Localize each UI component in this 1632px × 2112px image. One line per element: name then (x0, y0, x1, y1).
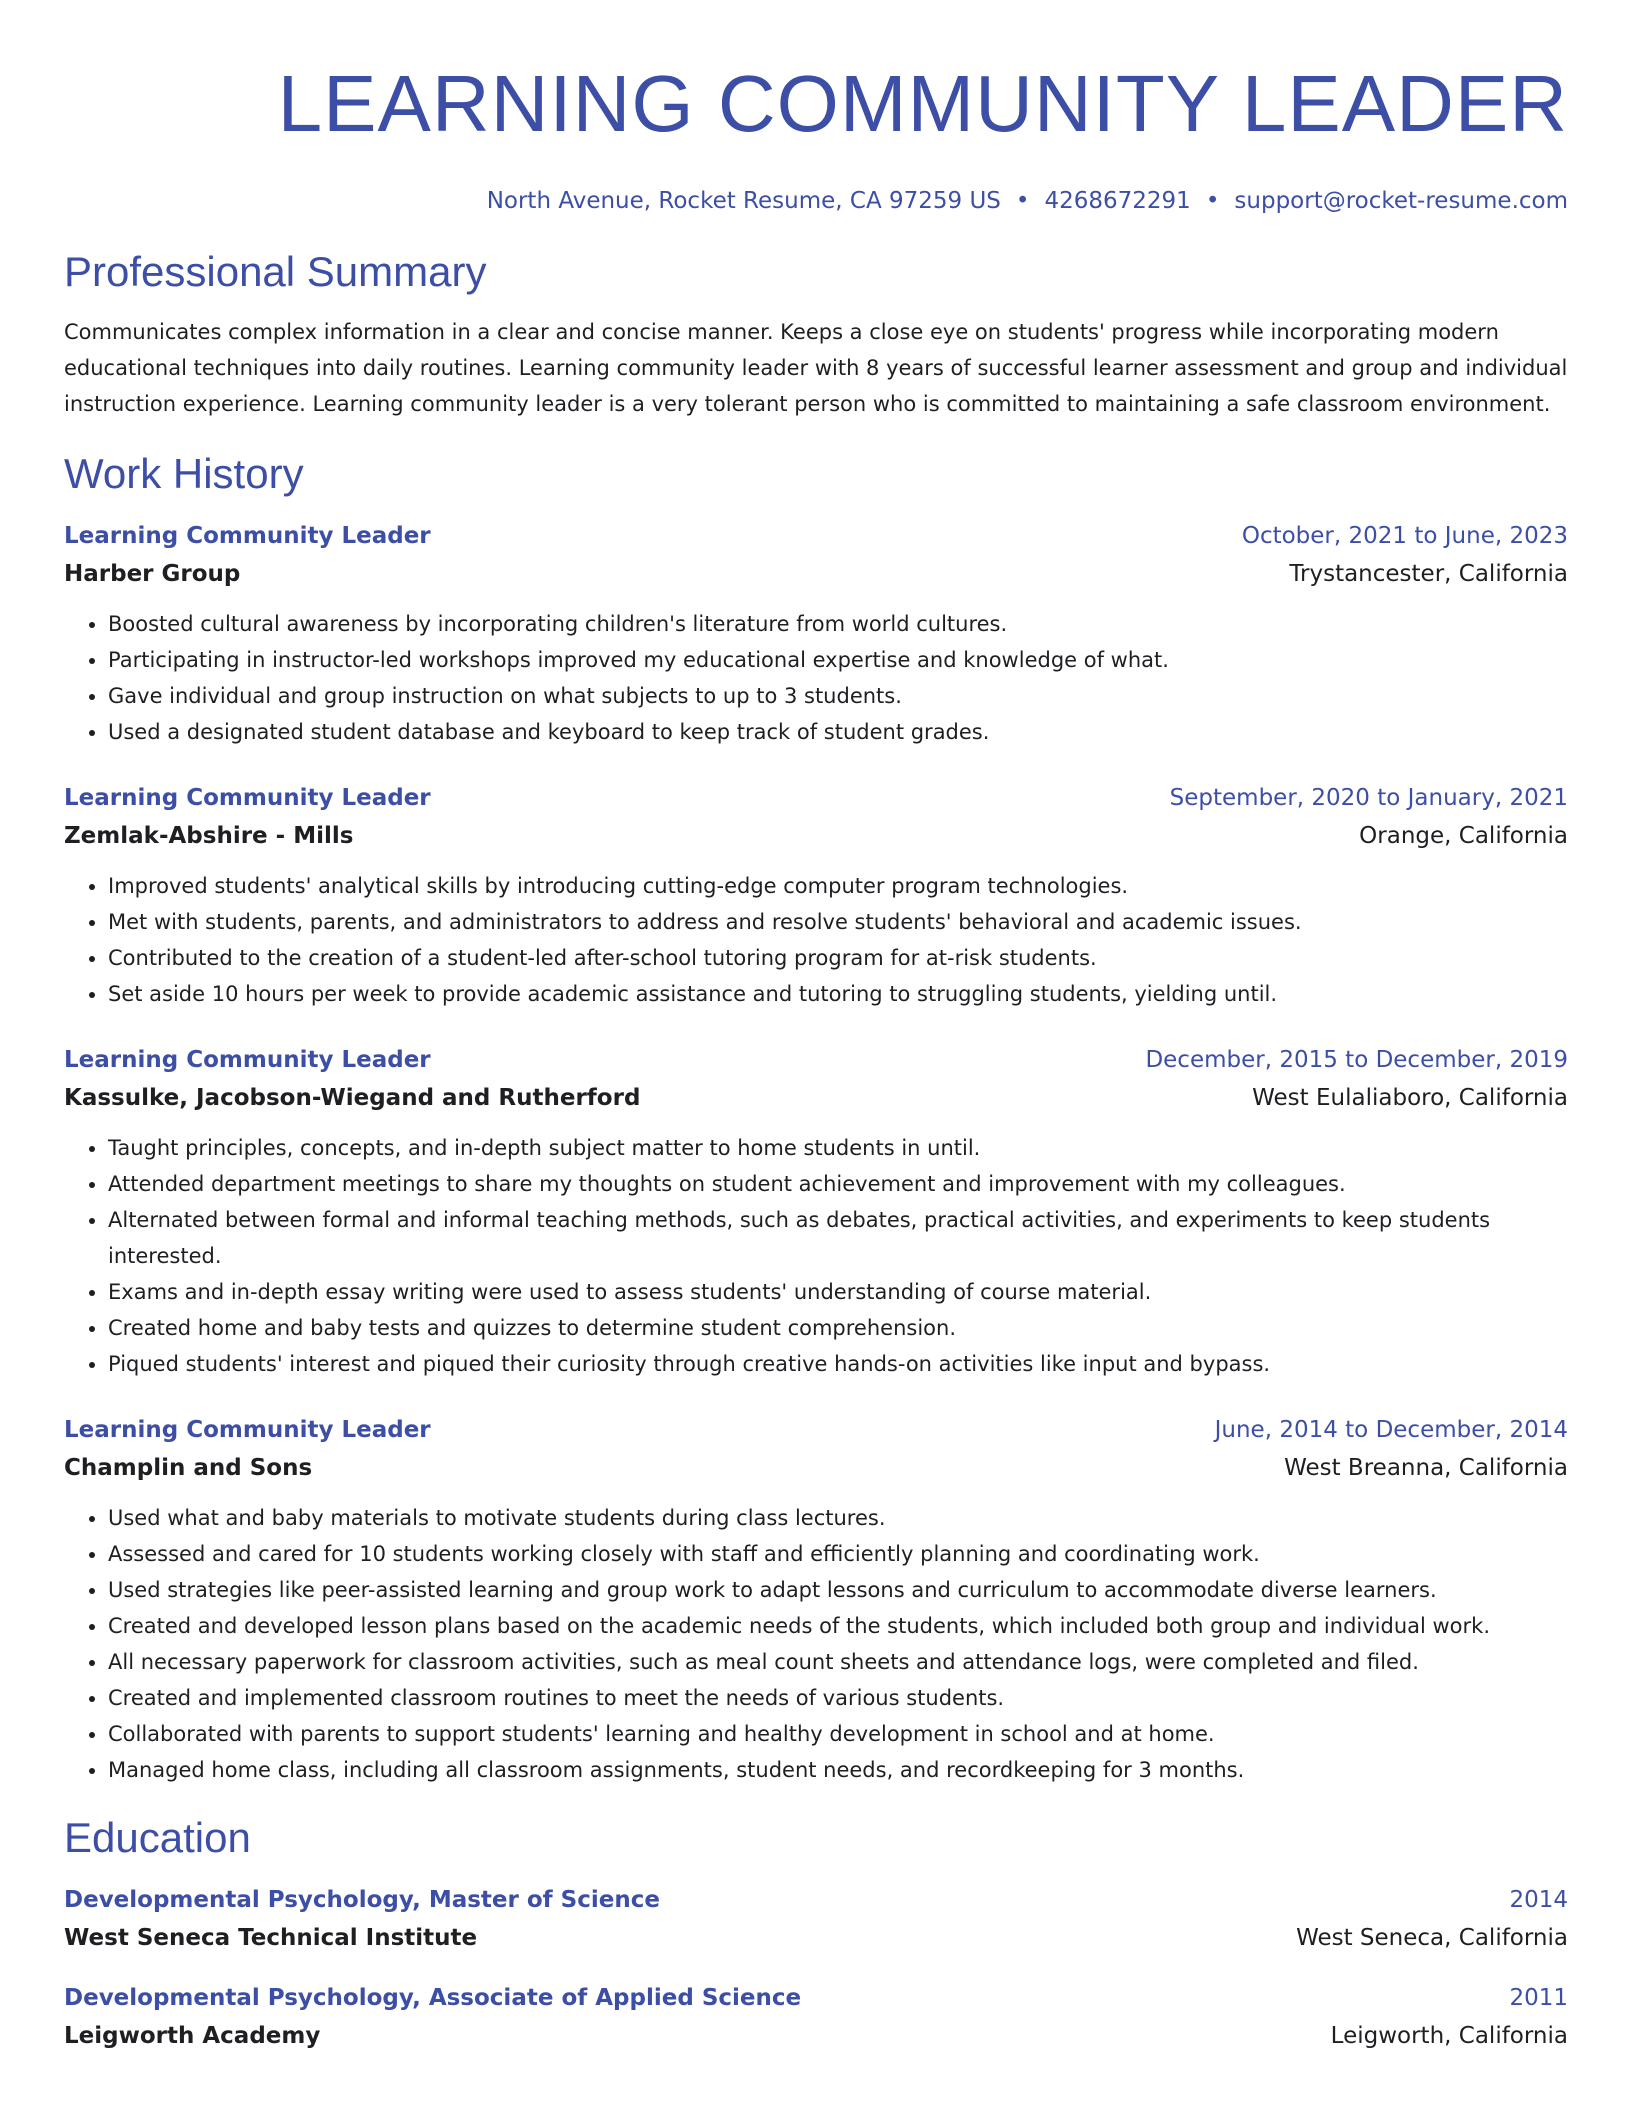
job-dates: October, 2021 to June, 2023 (1241, 523, 1568, 549)
job-bullet: • Set aside 10 hours per week to provide academic assistance and tutoring to struggling students, yielding until. (108, 976, 1568, 1012)
education-degree: Developmental Psychology, Master of Science (64, 1887, 660, 1913)
education-year: 2011 (1509, 1985, 1568, 2011)
education-entry (64, 1882, 1568, 1958)
job-location: Orange, California (1359, 823, 1568, 849)
contact-email[interactable]: support@rocket-resume.com (1234, 188, 1568, 214)
education-location: West Seneca, California (1296, 1925, 1568, 1951)
job-bullets (64, 868, 1568, 1012)
job-bullet: • Created and developed lesson plans based on the academic needs of the students, which included both group and individual work. (108, 1608, 1568, 1644)
job-bullet: • Created home and baby tests and quizzes to determine student comprehension. (108, 1310, 1568, 1346)
contact-separator: • (1205, 188, 1220, 214)
job-bullet: • Assessed and cared for 10 students working closely with staff and efficiently planning and coordinating work. (108, 1536, 1568, 1572)
job-bullet: • Used a designated student database and keyboard to keep track of student grades. (108, 714, 1568, 750)
job-bullet: • Improved students' analytical skills by introducing cutting-edge computer program technologies. (108, 868, 1568, 904)
section-title-summary: Professional Summary (64, 248, 487, 295)
job-bullet: • All necessary paperwork for classroom activities, such as meal count sheets and attendance logs, were completed and filed. (108, 1644, 1568, 1680)
job-company: Kassulke, Jacobson-Wiegand and Rutherford (64, 1085, 641, 1111)
job-company: Zemlak-Abshire - Mills (64, 823, 354, 849)
section-title-education: Education (64, 1814, 251, 1861)
job-bullets (64, 606, 1568, 750)
job-bullet: • Collaborated with parents to support students' learning and healthy development in school and at home. (108, 1716, 1568, 1752)
job-bullets (64, 1500, 1568, 1788)
job-bullet: • Used what and baby materials to motivate students during class lectures. (108, 1500, 1568, 1536)
education-school: West Seneca Technical Institute (64, 1925, 478, 1951)
job-company: Champlin and Sons (64, 1455, 313, 1481)
contact-address: North Avenue, Rocket Resume, CA 97259 US (486, 188, 1001, 214)
job-location: West Breanna, California (1284, 1455, 1568, 1481)
job-entry (64, 518, 1568, 750)
education-degree: Developmental Psychology, Associate of Applied Science (64, 1985, 802, 2011)
job-role: Learning Community Leader (64, 1047, 431, 1073)
job-bullet: • Taught principles, concepts, and in-depth subject matter to home students in until. (108, 1130, 1568, 1166)
job-bullet: • Managed home class, including all classroom assignments, student needs, and recordkeeping for 3 months. (108, 1752, 1568, 1788)
job-company: Harber Group (64, 561, 241, 587)
job-dates: December, 2015 to December, 2019 (1145, 1047, 1568, 1073)
education-location: Leigworth, California (1330, 2023, 1568, 2049)
job-bullet: • Alternated between formal and informal teaching methods, such as debates, practical activities, and experiments to keep students interested. (108, 1202, 1568, 1274)
job-bullet: • Piqued students' interest and piqued their curiosity through creative hands-on activities like input and bypass. (108, 1346, 1568, 1382)
contact-phone: 4268672291 (1044, 188, 1191, 214)
job-dates: September, 2020 to January, 2021 (1169, 785, 1568, 811)
job-role: Learning Community Leader (64, 785, 431, 811)
job-role: Learning Community Leader (64, 1417, 431, 1443)
resume-name: LEARNING COMMUNITY LEADER (277, 59, 1568, 148)
contact-separator: • (1015, 188, 1030, 214)
job-location: Trystancester, California (1289, 561, 1568, 587)
job-entry (64, 1042, 1568, 1382)
job-bullet: • Boosted cultural awareness by incorporating children's literature from world cultures. (108, 606, 1568, 642)
section-title-work-history: Work History (64, 450, 304, 497)
job-bullet: • Used strategies like peer-assisted learning and group work to adapt lessons and curriculum to accommodate diverse learners. (108, 1572, 1568, 1608)
job-bullet: • Participating in instructor-led workshops improved my educational expertise and knowledge of what. (108, 642, 1568, 678)
education-year: 2014 (1509, 1887, 1568, 1913)
job-bullet: • Gave individual and group instruction on what subjects to up to 3 students. (108, 678, 1568, 714)
job-dates: June, 2014 to December, 2014 (1214, 1417, 1568, 1443)
job-bullet: • Met with students, parents, and administrators to address and resolve students' behavioral and academic issues. (108, 904, 1568, 940)
job-bullet: • Contributed to the creation of a student-led after-school tutoring program for at-risk students. (108, 940, 1568, 976)
job-role: Learning Community Leader (64, 523, 431, 549)
contact-line (64, 186, 1568, 216)
summary-text: Communicates complex information in a clear and concise manner. Keeps a close eye on students' progress while incorporating modern educational techniques into daily routines. Learning community leader with 8 years of successful learner assessment and group and individual instruction experience. Learning community leader is a very tolerant person who is committed to maintaining a safe classroom environment. (64, 320, 1568, 416)
job-entry (64, 1412, 1568, 1788)
education-school: Leigworth Academy (64, 2023, 321, 2049)
job-bullet: • Exams and in-depth essay writing were used to assess students' understanding of course material. (108, 1274, 1568, 1310)
education-entry (64, 1980, 1568, 2056)
job-entry (64, 780, 1568, 1012)
job-location: West Eulaliaboro, California (1252, 1085, 1568, 1111)
job-bullet: • Created and implemented classroom routines to meet the needs of various students. (108, 1680, 1568, 1716)
job-bullet: • Attended department meetings to share my thoughts on student achievement and improvement with my colleagues. (108, 1166, 1568, 1202)
job-bullets (64, 1130, 1568, 1382)
